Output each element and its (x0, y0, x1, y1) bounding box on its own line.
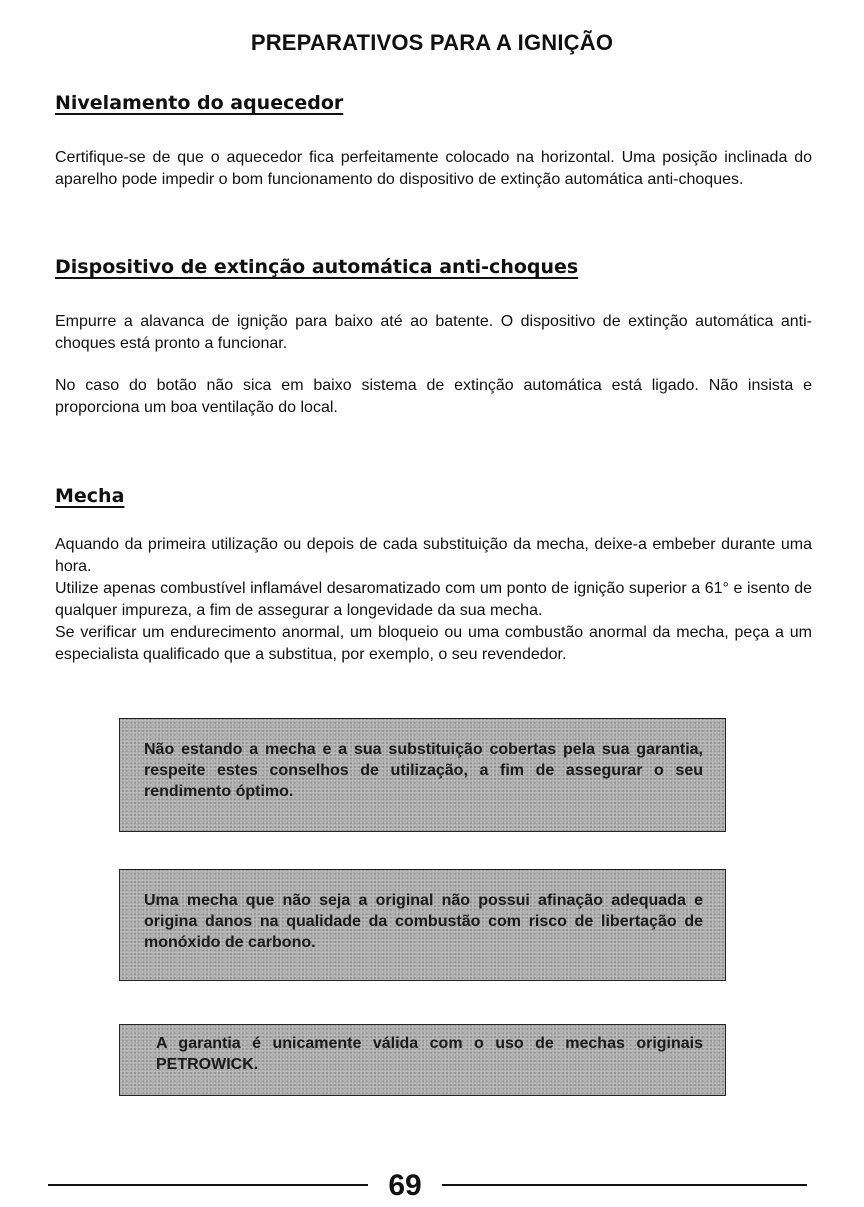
notice-box-mecha-original (119, 869, 726, 981)
notice-text: Uma mecha que não seja a original não possui afinação adequada e origina danos na qualidade da combustão com risco de libertação de monóxido de carbono. (144, 892, 703, 951)
paragraph-nivelamento: Certifique-se de que o aquecedor fica perfeitamente colocado na horizontal. Uma posição inclinada do aparelho pode impedir o bom funcionamento do dispositivo de extinção automática anti-choques. (55, 149, 812, 188)
notice-box-garantia-mecha (119, 718, 726, 832)
notice-box-petrowick (119, 1024, 726, 1096)
paragraph-botao-ventilacao: No caso do botão não sica em baixo sistema de extinção automática está ligado. Não insista e proporciona um boa ventilação do local. (55, 377, 812, 416)
footer-rule-right (442, 1184, 807, 1186)
paragraph-endurecimento: Se verificar um endurecimento anormal, um bloqueio ou uma combustão anormal da mecha, peça a um especialista qualificado que a substitua, por exemplo, o seu revendedor. (55, 624, 812, 663)
page-title: PREPARATIVOS PARA A IGNIÇÃO (250, 30, 614, 55)
notice-text: A garantia é unicamente válida com o uso de mechas originais PETROWICK. (156, 1035, 703, 1073)
heading-mecha: Mecha (55, 485, 125, 507)
heading-nivelamento: Nivelamento do aquecedor (55, 92, 344, 114)
footer-rule-left (48, 1184, 368, 1186)
paragraph-alavanca-ignicao: Empurre a alavanca de ignição para baixo até ao batente. O dispositivo de extinção automática anti-choques está pronto a funcionar. (55, 313, 812, 352)
paragraph-primeira-utilizacao: Aquando da primeira utilização ou depois de cada substituição da mecha, deixe-a embeber durante uma hora. (55, 536, 812, 575)
paragraph-combustivel: Utilize apenas combustível inflamável desaromatizado com um ponto de ignição superior a 61° e isento de qualquer impureza, a fim de assegurar a longevidade da sua mecha. (55, 580, 812, 619)
notice-text: Não estando a mecha e a sua substituição cobertas pela sua garantia, respeite estes conselhos de utilização, a fim de assegurar o seu rendimento óptimo. (144, 741, 703, 800)
heading-dispositivo-extincao: Dispositivo de extinção automática anti-choques (55, 256, 579, 278)
page-number: 69 (388, 1169, 422, 1202)
